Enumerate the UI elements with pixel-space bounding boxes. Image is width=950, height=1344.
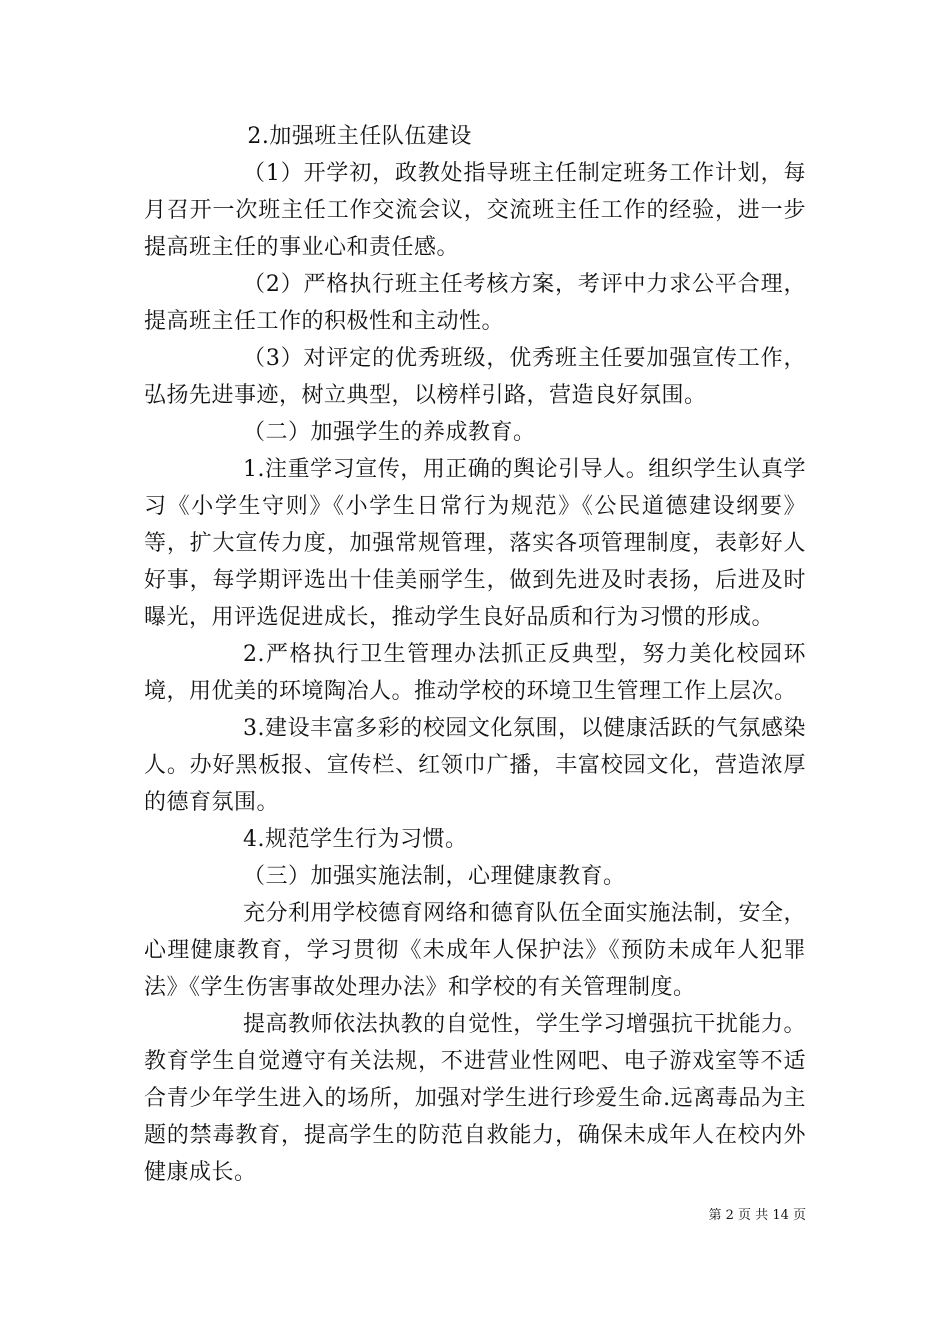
- section-heading-legal-education: （三）加强实施法制，心理健康教育。: [243, 864, 626, 889]
- paragraph-legal-2: 提高教师依法执教的自觉性，学生学习增强抗干扰能力。教育学生自觉遵守有关法规，不进营业性网吧、电子游戏室等不适合青少年学生进入的场所，加强对学生进行珍爱生命.远离毒品为主题的禁毒教育，提高学生的防范自救能力，确保未成年人在校内外健康成长。: [144, 1012, 806, 1185]
- section-heading-habit-education: （二）加强学生的养成教育。: [243, 420, 536, 445]
- paragraph-habit-4: 4.规范学生行为习惯。: [243, 827, 468, 852]
- paragraph-item-2: （2）严格执行班主任考核方案，考评中力求公平合理，提高班主任工作的积极性和主动性。: [144, 272, 806, 334]
- paragraph-item-3: （3）对评定的优秀班级，优秀班主任要加强宣传工作，弘扬先进事迹，树立典型，以榜样引路，营造良好氛围。: [144, 346, 806, 408]
- paragraph-habit-2: 2.严格执行卫生管理办法抓正反典型，努力美化校园环境，用优美的环境陶冶人。推动学校的环境卫生管理工作上层次。: [144, 642, 806, 704]
- document-body: [144, 118, 806, 1191]
- paragraph-habit-3: 3.建设丰富多彩的校园文化氛围，以健康活跃的气氛感染人。办好黑板报、宣传栏、红领巾广播，丰富校园文化，营造浓厚的德育氛围。: [144, 716, 806, 815]
- paragraph-item-1: （1）开学初，政教处指导班主任制定班务工作计划，每月召开一次班主任工作交流会议，交流班主任工作的经验，进一步提高班主任的事业心和责任感。: [144, 161, 806, 260]
- paragraph-legal-1: 充分利用学校德育网络和德育队伍全面实施法制，安全，心理健康教育，学习贯彻《未成年人保护法》《预防未成年人犯罪法》《学生伤害事故处理办法》和学校的有关管理制度。: [144, 901, 806, 1000]
- paragraph-habit-1: 1.注重学习宣传，用正确的舆论引导人。组织学生认真学习《小学生守则》《小学生日常行为规范》《公民道德建设纲要》等，扩大宣传力度，加强常规管理，落实各项管理制度，表彰好人好事，每学期评选出十佳美丽学生，做到先进及时表扬，后进及时曝光，用评选促进成长，推动学生良好品质和行为习惯的形成。: [144, 457, 806, 630]
- page-number-footer: 第 2 页 共 14 页: [708, 1208, 806, 1223]
- section-heading-class-teacher: 2.加强班主任队伍建设: [247, 124, 472, 149]
